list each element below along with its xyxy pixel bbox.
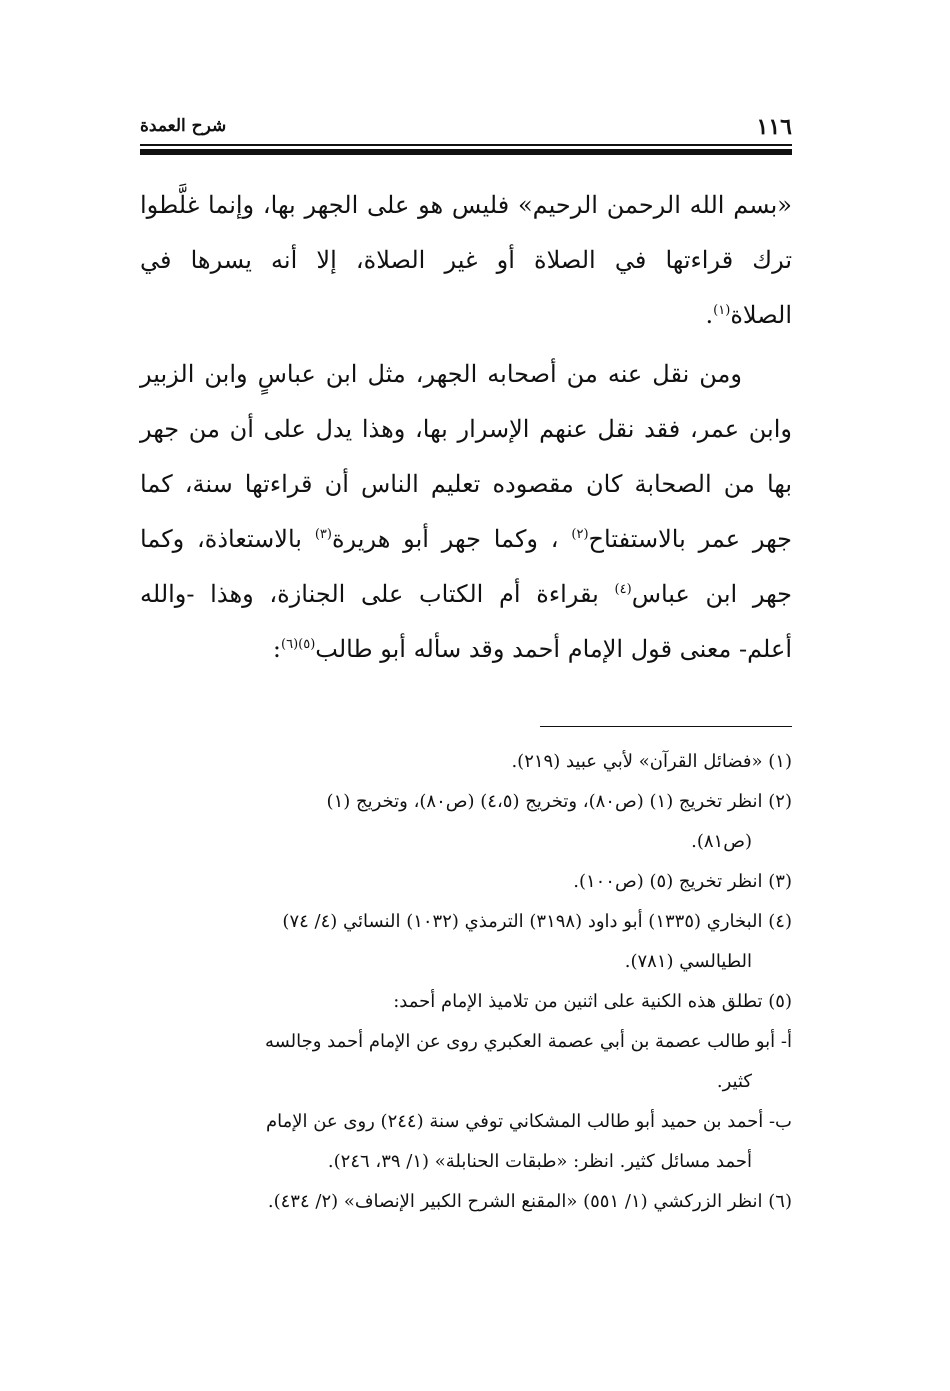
footnote-ref-1: (١) [713,303,731,318]
paragraph-2-line-4: جهر عمر بالاستفتاح$^{(٢)}$ ، وكما جهر أبو هريرة$^{(٣)}$ بالاستعاذة، وكما [140,525,793,553]
footnote-ref-3: (٣) [314,527,332,542]
footnote-5-a-line-2: كثير. [716,1071,752,1092]
paragraph-2 [140,347,792,677]
page-number: ١١٦ [756,114,792,140]
footnote-5-b [140,1102,792,1182]
footnote-5-b-line-2: أحمد مسائل كثير. انظر: «طبقات الحنابلة» (١/ ٣٩، ٢٤٦). [327,1151,752,1172]
footnote-5-b-line-1: ب- أحمد بن حميد أبو طالب المشكاني توفي سنة (٢٤٤) روى عن الإمام [265,1111,792,1132]
footnote-5: (٥) تطلق هذه الكنية على اثنين من تلاميذ الإمام أحمد: [393,991,792,1012]
footnote-4-line-1: (٤) البخاري (١٣٣٥) أبو داود (٣١٩٨) الترمذي (١٠٣٢) النسائي (٤/ ٧٤) [282,911,792,932]
running-title: شرح العمدة [140,116,227,136]
header-rule-thick [140,149,792,155]
footnote-ref-4: (٤) [614,582,632,597]
footnote-separator [540,726,792,727]
footnote-5-a-line-1: أ- أبو طالب عصمة بن أبي عصمة العكبري روى عن الإمام أحمد وجالسه [264,1031,792,1052]
paragraph-2-line-3: بها من الصحابة كان مقصوده تعليم الناس أن قراءتها سنة، كما [140,470,792,498]
footnote-2-line-2: (ص٨١). [691,831,752,852]
page-header [140,110,792,140]
paragraph-2-line-6: أعلم- معنى قول الإمام أحمد وقد سأله أبو طالب$^{(٥)(٦)}$: [272,635,792,663]
paragraph-1 [140,178,792,343]
footnote-4 [140,902,792,982]
paragraph-2-line-5: جهر ابن عباس$^{(٤)}$ بقراءة أم الكتاب على الجنازة، وهذا -والله [140,580,792,608]
paragraph-2-line-1: ومن نقل عنه من أصحابه الجهر، مثل ابن عباسٍ وابن الزبير [140,360,742,388]
footnote-4-line-2: الطيالسي (٧٨١). [624,951,752,972]
footnote-ref-5-6: (٥)(٦) [281,637,316,652]
footnote-5-a [140,1022,792,1102]
header-rule-thin [140,144,792,146]
footnote-3: (٣) انظر تخريج (٥) (ص١٠٠). [573,871,792,892]
paragraph-1-line-2: ترك قراءتها في الصلاة أو غير الصلاة، إلا أنه يسرها في [140,246,793,274]
footnote-2-line-1: (٢) انظر تخريج (١) (ص٨٠)، وتخريج (٤،٥) (ص٨٠)، وتخريج (١) [326,791,792,812]
footnotes [140,742,792,1222]
footnote-ref-2: (٢) [571,527,589,542]
paragraph-1-line-3: الصلاة$^{(١)}$. [705,301,792,329]
footnote-1: (١) «فضائل القرآن» لأبي عبيد (٢١٩). [511,751,792,772]
footnote-6: (٦) انظر الزركشي (١/ ٥٥١) «المقنع الشرح الكبير الإنصاف» (٢/ ٤٣٤). [267,1191,792,1212]
paragraph-2-line-2: وابن عمر، فقد نقل عنهم الإسرار بها، وهذا يدل على أن من جهر [140,415,792,443]
footnote-2 [140,782,792,862]
paragraph-1-line-1: «بسم الله الرحمن الرحيم» فليس هو على الجهر بها، وإنما غلَّطوا [140,191,792,219]
